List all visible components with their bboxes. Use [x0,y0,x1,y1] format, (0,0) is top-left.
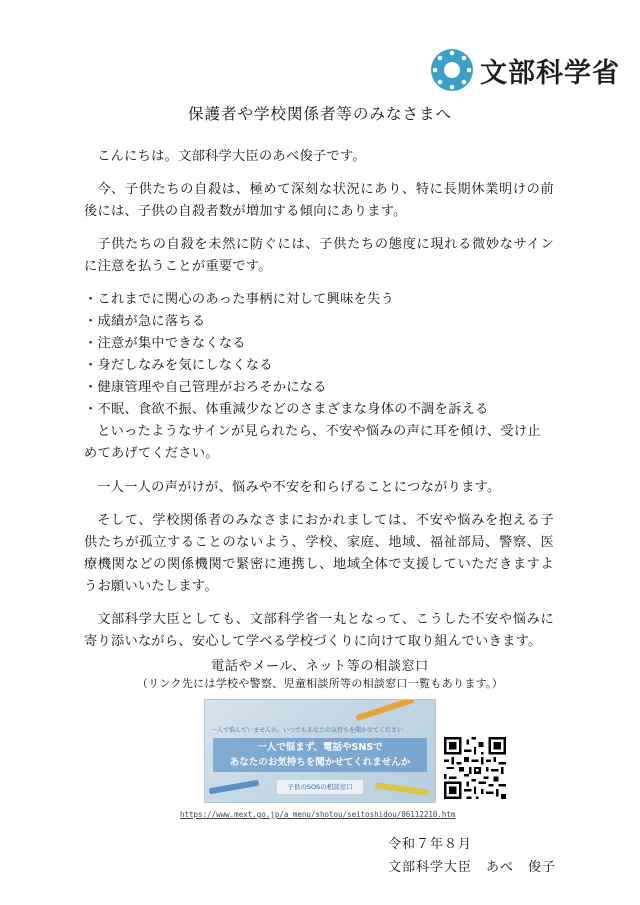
letter-title: 保護者や学校関係者等のみなさまへ [187,105,452,123]
voice-paragraph: 一人一人の声がけが、悩みや不安を和らげることにつながります。 [97,480,501,495]
letter-date: 令和７年８月 [388,837,473,852]
school-request-paragraph: そして、学校関係者のみなさまにおかれましては、不安や悩みを抱える子供たちが孤立することのないよう、学校、家庭、地域、福祉部局、警察、医療機関などの関係機関で緊密に連携し、地域全体で支援していただきますようお願いいたします。 [84,513,554,594]
banner-main-text [213,738,427,772]
banner-footer-label: 子供のSOSの相談窓口 [277,780,363,794]
mext-emblem-icon [430,48,474,92]
signs-list [84,289,554,421]
banner-top-text: 一人で悩んでいませんか。いつでもあなたの気持ちを聞かせてください [211,727,404,734]
pencil-decoration [356,699,415,721]
consult-url-link[interactable]: https://www.mext.go.jp/a_menu/shotou/seitoshidou/06112210.htm [180,810,456,819]
mext-logo [430,44,620,96]
list-item: ・身だしなみを気にしなくなる [84,358,273,373]
list-item: ・これまでに関心のあった事柄に対して興味を失う [84,292,395,307]
pencil-decoration [375,782,429,795]
greeting-paragraph: こんにちは。文部科学大臣のあべ俊子です。 [97,149,366,164]
list-item: ・健康管理や自己管理がおろそかになる [84,380,327,395]
after-list-paragraph: といったようなサインが見られたら、不安や悩みの声に耳を傾け、受け止めてあげてください。 [84,424,541,461]
qr-code[interactable] [444,737,506,799]
ministry-name: 文部科学省 [480,57,620,89]
banner-main-line: 一人で悩まず、電話やSNSで [257,742,383,753]
consult-note: （リンク先には学校や警察、児童相談所等の相談窓口一覧もあります。） [136,677,504,690]
letter-signature: 文部科学大臣 あべ 俊子 [388,860,557,875]
minister-commitment-paragraph: 文部科学大臣としても、文部科学省一丸となって、こうした不安や悩みに寄り添いながら、安心して学べる学校づくりに向けて取り組んでいきます。 [84,612,554,649]
consult-title: 電話やメール、ネット等の相談窓口 [211,659,429,674]
signs-intro-paragraph: 子供たちの自殺を未然に防ぐには、子供たちの態度に現れる微妙なサインに注意を払うことが重要です。 [84,237,554,274]
situation-paragraph: 今、子供たちの自殺は、極めて深刻な状況にあり、特に長期休業明けの前後には、子供の自殺者数が増加する傾向にあります。 [84,182,554,219]
list-item: ・不眠、食欲不振、体重減少などのさまざまな身体の不調を訴える [84,402,489,417]
list-item: ・成績が急に落ちる [84,314,206,329]
letter-body [84,146,554,664]
banner-main-line: あなたのお気持ちを聞かせてくれませんか [229,757,411,768]
list-item: ・注意が集中できなくなる [84,336,246,351]
consult-banner[interactable] [204,699,436,803]
pencil-decoration [209,780,259,795]
